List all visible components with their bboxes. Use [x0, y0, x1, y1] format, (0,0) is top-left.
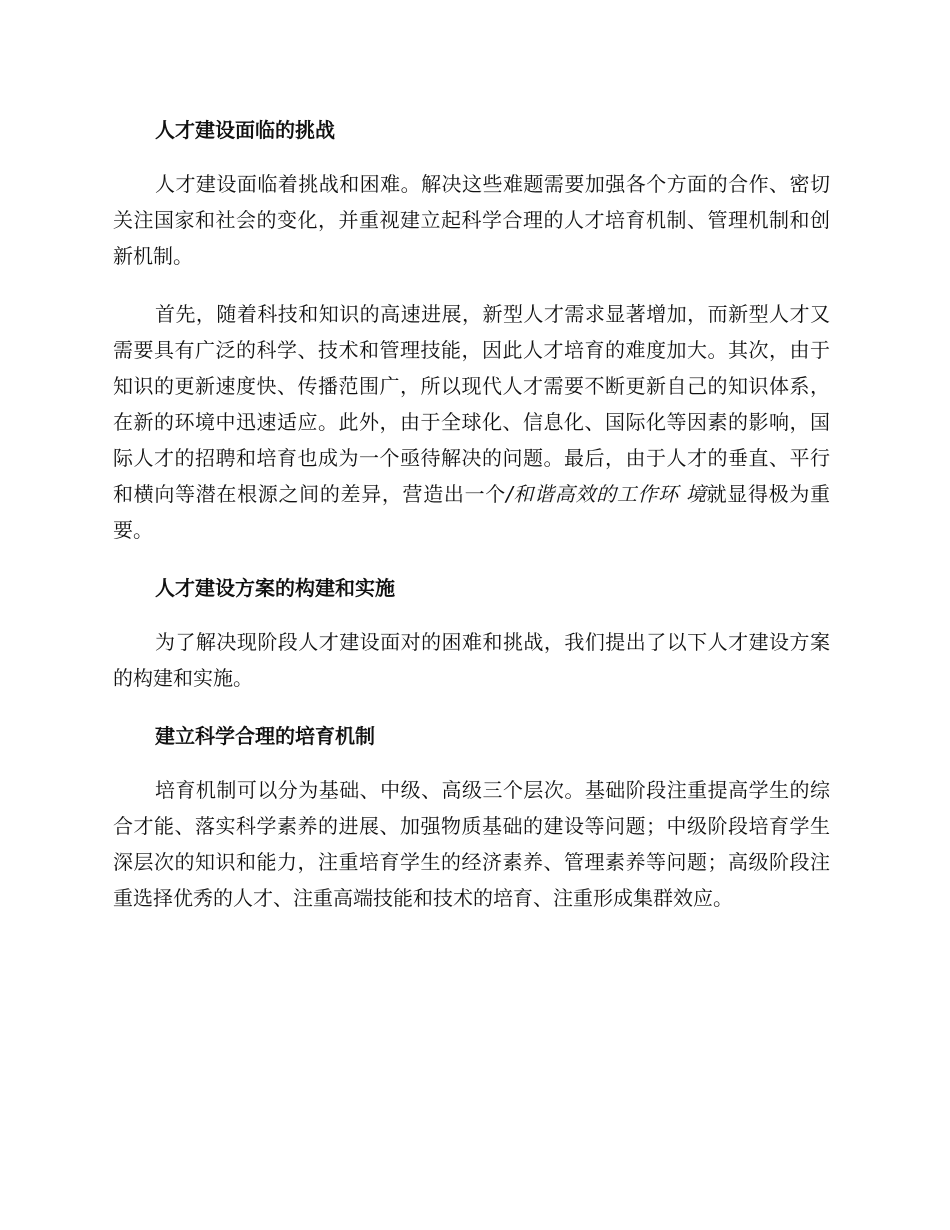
- section-heading-training-mechanism: 建立科学合理的培育机制: [155, 724, 375, 748]
- paragraph-challenges-detail-tail: 就显得极为重要。: [113, 482, 831, 542]
- paragraph-challenges-detail-text: 首先，随着科技和知识的高速进展，新型人才需求显著增加，而新型人才又需要具有广泛的科学、技术和管理技能，因此人才培育的难度加大。其次，由于知识的更新速度快、传播范围广，所以现代人才需要不断更新自己的知识体系，在新的环境中迅速适应。此外，由于全球化、信息化、国际化等因素的影响，国际人才的招聘和培育也成为一个亟待解决的问题。最后，由于人才的垂直、平行和横向等潜在根源之间的差异，营造出一个: [113, 302, 830, 506]
- section-heading-plan: 人才建设方案的构建和实施: [155, 576, 395, 600]
- section-heading-challenges: 人才建设面临的挑战: [155, 118, 335, 142]
- document-page: [113, 112, 830, 916]
- paragraph-plan-intro: 为了解决现阶段人才建设面对的困难和挑战，我们提出了以下人才建设方案的构建和实施。: [113, 630, 830, 690]
- paragraph-challenges-detail: [113, 296, 830, 548]
- paragraph-emphasis-text: /和谐高效的工作环 境: [505, 482, 707, 506]
- paragraph-challenges-intro: 人才建设面临着挑战和困难。解决这些难题需要加强各个方面的合作、密切关注国家和社会的变化，并重视建立起科学合理的人才培育机制、管理机制和创新机制。: [113, 172, 830, 268]
- paragraph-training-mechanism: 培育机制可以分为基础、中级、高级三个层次。基础阶段注重提高学生的综合才能、落实科学素养的进展、加强物质基础的建设等问题；中级阶段培育学生深层次的知识和能力，注重培育学生的经济素养、管理素养等问题；高级阶段注重选择优秀的人才、注重高端技能和技术的培育、注重形成集群效应。: [113, 778, 830, 910]
